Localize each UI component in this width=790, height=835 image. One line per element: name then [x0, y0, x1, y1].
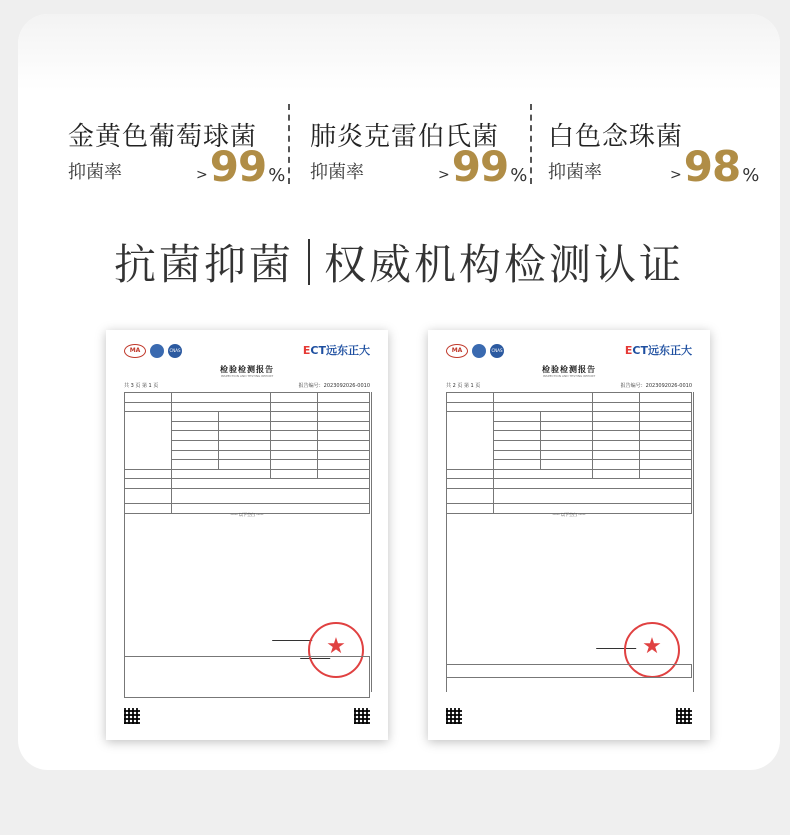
percent-sign: % — [268, 165, 286, 186]
ilac-logo — [472, 344, 486, 358]
cnas-logo: CNAS — [490, 344, 504, 358]
report-footer — [446, 708, 692, 726]
stat-value — [670, 142, 759, 191]
end-of-content-marker: ----- 以下空白 ----- — [230, 512, 264, 517]
stat-rate-label: 抑菌率 — [548, 162, 602, 183]
top-band — [18, 14, 780, 90]
stat-name: 肺炎克雷伯氏菌 — [310, 122, 500, 152]
report-subtitle: INSPECTION AND TESTING REPORT — [542, 374, 596, 378]
stat-number: 98 — [683, 142, 741, 191]
report-title: 检验检测报告 — [542, 365, 596, 374]
qr-code-icon — [676, 708, 692, 724]
stat-item-candida — [548, 106, 758, 196]
ma-logo: MA — [446, 344, 468, 358]
stat-item-klebsiella — [310, 106, 530, 196]
section-headline — [18, 232, 780, 292]
qr-code-icon — [124, 708, 140, 724]
remarks-box — [124, 656, 370, 698]
qr-code-icon — [446, 708, 462, 724]
content-card — [18, 14, 780, 770]
ect-brand-logo: ECT远东正大 — [624, 344, 692, 357]
report-subtitle: INSPECTION AND TESTING REPORT — [220, 374, 274, 378]
cnas-logo: CNAS — [168, 344, 182, 358]
stat-name: 白色念珠菌 — [548, 122, 684, 152]
ilac-logo — [150, 344, 164, 358]
stat-divider — [288, 104, 290, 184]
stat-item-staph — [68, 106, 288, 196]
percent-sign: % — [510, 165, 528, 186]
qr-code-icon — [354, 708, 370, 724]
report-footer — [124, 708, 370, 726]
stat-name: 金黄色葡萄球菌 — [68, 122, 258, 152]
ma-logo: MA — [124, 344, 146, 358]
stat-rate-label: 抑菌率 — [310, 162, 364, 183]
certificate-2 — [428, 330, 710, 740]
greater-than-sign: > — [196, 167, 208, 183]
page-info: 共 3 页 第 1 页 — [124, 383, 159, 389]
certificate-1 — [106, 330, 388, 740]
report-table — [446, 392, 692, 514]
ect-brand-logo: ECT远东正大 — [302, 344, 370, 357]
stat-number: 99 — [209, 142, 267, 191]
percent-sign: % — [742, 165, 760, 186]
official-seal-icon: ★ — [624, 622, 680, 678]
report-number: 报告编号：2023092026-0010 — [620, 383, 692, 389]
antibacterial-stats — [18, 106, 780, 196]
page-info: 共 2 页 第 1 页 — [446, 383, 481, 389]
stat-rate-label: 抑菌率 — [68, 162, 122, 183]
greater-than-sign: > — [670, 167, 682, 183]
headline-left: 抗菌抑菌 — [113, 240, 294, 289]
greater-than-sign: > — [438, 167, 450, 183]
stat-number: 99 — [451, 142, 509, 191]
end-of-content-marker: ----- 以下空白 ----- — [552, 512, 586, 517]
certificates — [18, 330, 780, 750]
report-table — [124, 392, 370, 514]
stat-value — [438, 142, 527, 191]
official-seal-icon: ★ — [308, 622, 364, 678]
headline-separator — [308, 239, 310, 285]
report-title: 检验检测报告 — [220, 365, 274, 374]
stat-value — [196, 142, 285, 191]
report-number: 报告编号：2023092026-0010 — [298, 383, 370, 389]
stat-divider — [530, 104, 532, 184]
headline-right: 权威机构检测认证 — [324, 240, 685, 289]
remarks-box — [446, 664, 692, 678]
